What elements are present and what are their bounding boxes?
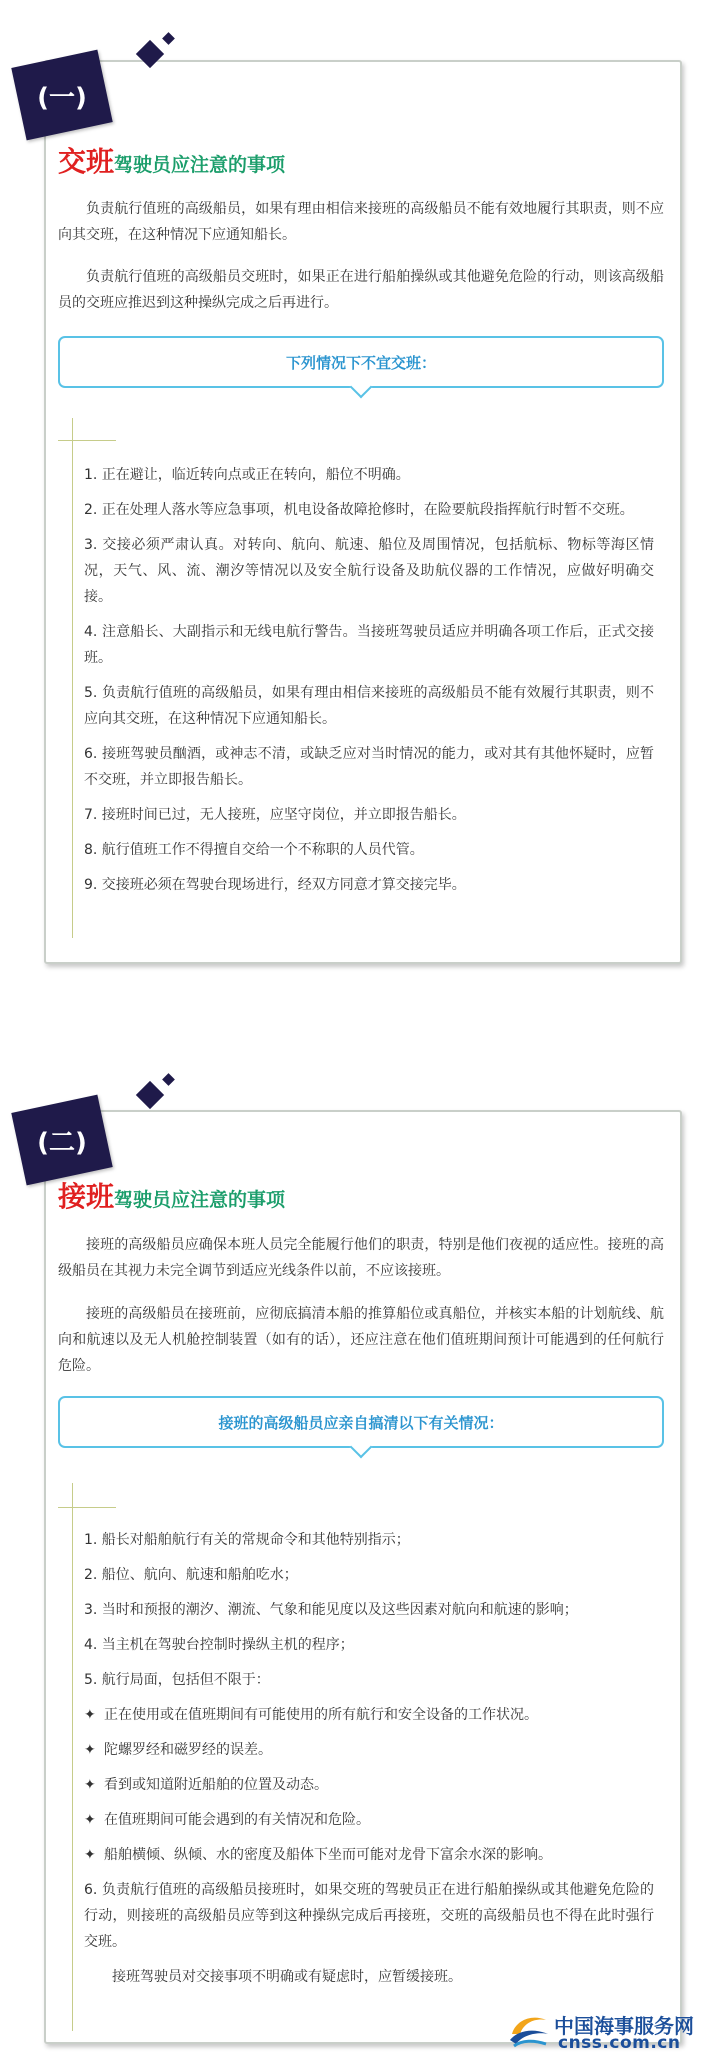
- condition-list: [84, 462, 654, 907]
- badge-label: (二): [37, 1127, 87, 1158]
- sub-bullet-text: 正在使用或在值班期间有可能使用的所有航行和安全设备的工作状况。: [104, 1707, 538, 1723]
- callout-box: [58, 336, 664, 388]
- star-bullet-icon: ✦: [84, 1742, 96, 1758]
- star-bullet-icon: ✦: [84, 1847, 96, 1863]
- list-item: 3. 交接必须严肃认真。对转向、航向、航速、船位及周围情况，包括航标、物标等海区情况，天气、风、流、潮汐等情况以及安全航行设备及助航仪器的工作情况，应做好明确交接。: [84, 537, 654, 605]
- sub-bullet-item: [84, 1807, 654, 1833]
- sub-bullet-item: [84, 1772, 654, 1798]
- intro-paragraph: 接班的高级船员应确保本班人员完全能履行他们的职责，特别是他们夜视的适应性。接班的高级船员在其视力未完全调节到适应光线条件以前，不应该接班。: [58, 1237, 664, 1279]
- guide-line-horizontal: [58, 440, 116, 441]
- callout-text: 接班的高级船员应亲自搞清以下有关情况：: [218, 1413, 504, 1432]
- star-bullet-icon: ✦: [84, 1707, 96, 1723]
- logo-url: cnss.com.cn: [558, 2033, 681, 2053]
- section-heading: [58, 140, 285, 180]
- heading-keyword: 接班: [58, 1180, 115, 1213]
- closing-text: 接班驾驶员对交接事项不明确或有疑虑时，应暂缓接班。: [112, 1969, 462, 1985]
- diamond-decoration: [136, 1081, 164, 1109]
- logo-wave-icon: [508, 2012, 550, 2050]
- star-bullet-icon: ✦: [84, 1777, 96, 1793]
- callout-text: 下列情况下不宜交班：: [285, 353, 436, 372]
- diamond-decoration-small: [162, 32, 175, 45]
- list-item: 4. 注意船长、大副指示和无线电航行警告。当接班驾驶员适应并明确各项工作后，正式交接班。: [84, 624, 654, 666]
- list-item: 9. 交接班必须在驾驶台现场进行，经双方同意才算交接完毕。: [84, 877, 466, 893]
- list-item: 8. 航行值班工作不得擅自交给一个不称职的人员代管。: [84, 842, 424, 858]
- heading-rest: 驾驶员应注意的事项: [114, 1189, 286, 1211]
- section-handover: [0, 0, 706, 980]
- callout-box: [58, 1396, 664, 1448]
- intro-paragraph: 负责航行值班的高级船员交班时，如果正在进行船舶操纵或其他避免危险的行动，则该高级船员的交班应推迟到这种操纵完成之后再进行。: [58, 269, 664, 311]
- list-item: 7. 接班时间已过，无人接班，应坚守岗位，并立即报告船长。: [84, 807, 466, 823]
- badge-label: (一): [37, 82, 87, 113]
- heading-rest: 驾驶员应注意的事项: [114, 154, 286, 176]
- guide-line-horizontal: [58, 1507, 116, 1508]
- sub-bullet-text: 陀螺罗经和磁罗经的误差。: [104, 1742, 272, 1758]
- section-takeover: [0, 1065, 706, 2045]
- diamond-decoration-small: [162, 1073, 175, 1086]
- sub-bullet-text: 看到或知道附近船舶的位置及动态。: [104, 1777, 328, 1793]
- list-item: 5. 负责航行值班的高级船员，如果有理由相信来接班的高级船员不能有效履行其职责，则不应向其交班，在这种情况下应通知船长。: [84, 685, 654, 727]
- guide-line-vertical: [72, 418, 73, 938]
- list-item: 6. 负责航行值班的高级船员接班时，如果交班的驾驶员正在进行船舶操纵或其他避免危险的行动，则接班的高级船员应等到这种操纵完成后再接班，交班的高级船员也不得在此时强行交班。: [84, 1882, 654, 1950]
- heading-keyword: 交班: [58, 145, 115, 178]
- sub-bullet-item: [84, 1702, 654, 1728]
- list-item: 6. 接班驾驶员酗酒，或神志不清，或缺乏应对当时情况的能力，或对其有其他怀疑时，应暂不交班，并立即报告船长。: [84, 746, 654, 788]
- list-item: 4. 当主机在驾驶台控制时操纵主机的程序；: [84, 1637, 354, 1653]
- list-item: 2. 正在处理人落水等应急事项，机电设备故障抢修时，在险要航段指挥航行时暂不交班。: [84, 502, 634, 518]
- sub-bullet-text: 在值班期间可能会遇到的有关情况和危险。: [104, 1812, 370, 1828]
- guide-line-vertical: [72, 1483, 73, 2031]
- situation-list: [84, 1527, 654, 1999]
- intro-paragraph: 负责航行值班的高级船员，如果有理由相信来接班的高级船员不能有效地履行其职责，则不应向其交班，在这种情况下应通知船长。: [58, 201, 664, 243]
- list-item: 5. 航行局面，包括但不限于：: [84, 1672, 270, 1688]
- sub-bullet-item: [84, 1842, 654, 1868]
- star-bullet-icon: ✦: [84, 1812, 96, 1828]
- sub-bullet-item: [84, 1737, 654, 1763]
- sub-bullet-text: 船舶横倾、纵倾、水的密度及船体下坐而可能对龙骨下富余水深的影响。: [104, 1847, 552, 1863]
- list-item: 3. 当时和预报的潮汐、潮流、气象和能见度以及这些因素对航向和航速的影响；: [84, 1602, 578, 1618]
- section-heading: [58, 1175, 285, 1215]
- list-item: 1. 船长对船舶航行有关的常规命令和其他特别指示；: [84, 1532, 410, 1548]
- list-item: 1. 正在避让，临近转向点或正在转向，船位不明确。: [84, 467, 410, 483]
- logo-name: 中国海事服务网: [554, 2014, 694, 2038]
- site-logo[interactable]: [508, 2008, 700, 2054]
- closing-note: [84, 1964, 654, 1990]
- intro-paragraph: 接班的高级船员在接班前，应彻底搞清本船的推算船位或真船位，并核实本船的计划航线、航向和航速以及无人机舱控制装置（如有的话），还应注意在他们值班期间预计可能遇到的任何航行危险。: [58, 1306, 664, 1374]
- list-item: 2. 船位、航向、航速和船舶吃水；: [84, 1567, 298, 1583]
